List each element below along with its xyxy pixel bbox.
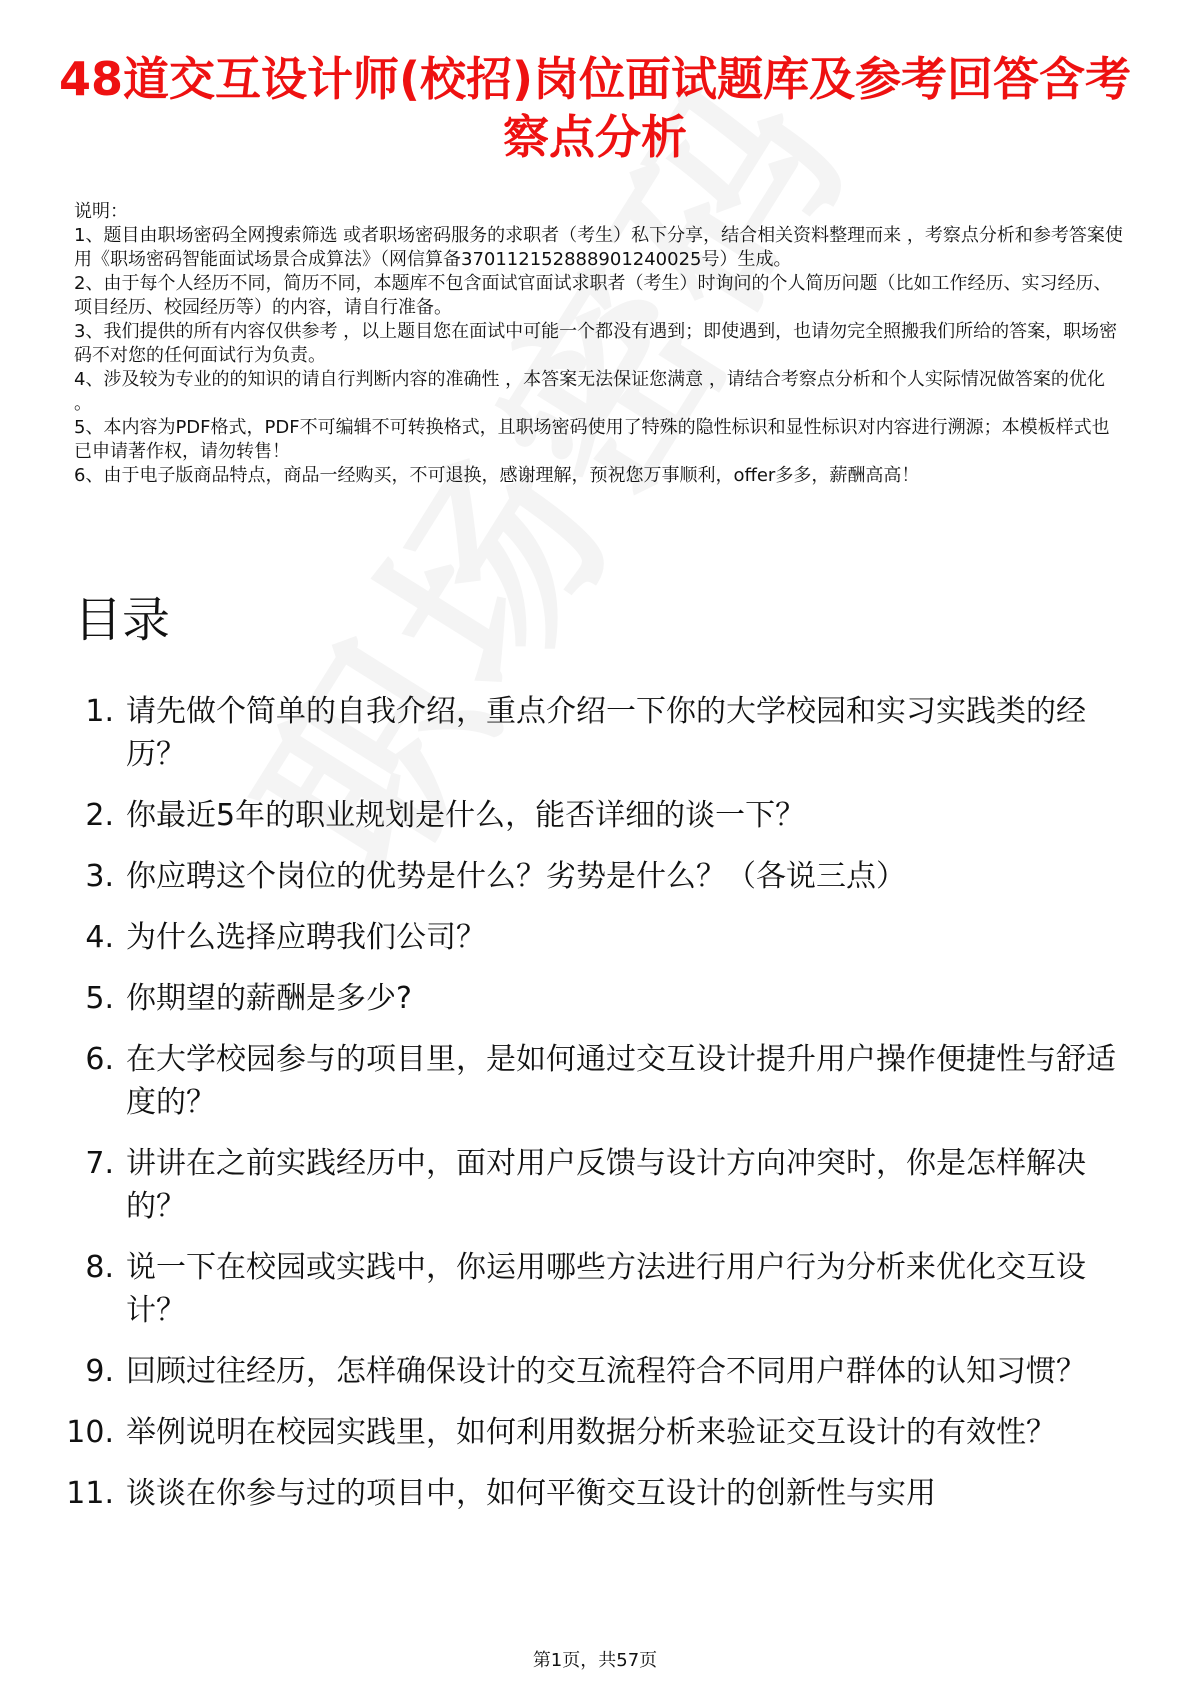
note-item-6: 6、由于电子版商品特点，商品一经购买，不可退换，感谢理解，预祝您万事顺利，offer多多，薪酬高高！: [74, 465, 920, 486]
toc-item-text: 回顾过往经历，怎样确保设计的交互流程符合不同用户群体的认知习惯？: [126, 1354, 1086, 1389]
toc-item-3[interactable]: [0, 855, 1190, 898]
toc-item-7[interactable]: [0, 1142, 1190, 1228]
toc-item-text: 谈谈在你参与过的项目中，如何平衡交互设计的创新性与实用: [126, 1476, 936, 1511]
notes-section: [74, 200, 1124, 488]
notes-heading: 说明：: [74, 201, 128, 222]
note-item-4: 4、涉及较为专业的的知识的请自行判断内容的准确性 ，本答案无法保证您满意 ，请结合考察点分析和个人实际情况做答案的优化 。: [74, 369, 1105, 414]
toc-item-number: 5.: [85, 981, 114, 1016]
toc-item-9[interactable]: [0, 1350, 1190, 1393]
toc-item-number: 6.: [85, 1042, 114, 1077]
toc-item-5[interactable]: [0, 977, 1190, 1020]
document-title: 48道交互设计师(校招)岗位面试题库及参考回答含考察点分析: [58, 52, 1132, 164]
toc-item-text: 说一下在校园或实践中，你运用哪些方法进行用户行为分析来优化交互设计？: [126, 1250, 1086, 1328]
toc-item-number: 4.: [85, 920, 114, 955]
toc-item-text: 为什么选择应聘我们公司？: [126, 920, 486, 955]
toc-list: [0, 690, 1190, 1533]
note-item-2: 2、由于每个人经历不同，简历不同，本题库不包含面试官面试求职者（考生）时询问的个人简历问题（比如工作经历、实习经历、项目经历、校园经历等）的内容，请自行准备。: [74, 273, 1112, 318]
toc-heading: 目录: [74, 592, 171, 648]
toc-item-number: 8.: [85, 1250, 114, 1285]
toc-item-text: 讲讲在之前实践经历中，面对用户反馈与设计方向冲突时，你是怎样解决的？: [126, 1146, 1086, 1224]
toc-item-4[interactable]: [0, 916, 1190, 959]
toc-item-text: 举例说明在校园实践里，如何利用数据分析来验证交互设计的有效性？: [126, 1415, 1056, 1450]
toc-item-1[interactable]: [0, 690, 1190, 776]
toc-item-8[interactable]: [0, 1246, 1190, 1332]
page-footer: 第1页，共57页: [532, 1650, 658, 1671]
toc-item-6[interactable]: [0, 1038, 1190, 1124]
toc-item-number: 10.: [66, 1415, 114, 1450]
toc-item-text: 你应聘这个岗位的优势是什么？劣势是什么？（各说三点）: [126, 859, 906, 894]
toc-item-number: 9.: [85, 1354, 114, 1389]
toc-item-number: 11.: [66, 1476, 114, 1511]
toc-item-text: 你最近5年的职业规划是什么，能否详细的谈一下？: [126, 798, 806, 833]
toc-item-text: 请先做个简单的自我介绍，重点介绍一下你的大学校园和实习实践类的经历？: [126, 694, 1086, 772]
note-item-5: 5、本内容为PDF格式，PDF不可编辑不可转换格式，且职场密码使用了特殊的隐性标识和显性标识对内容进行溯源；本模板样式也已申请著作权，请勿转售！: [74, 417, 1110, 462]
note-item-1: 1、题目由职场密码全网搜索筛选 或者职场密码服务的求职者（考生）私下分享，结合相关资料整理而来 ，考察点分析和参考答案使用《职场密码智能面试场景合成算法》（网信算备370112152888901240025号）生成。: [74, 225, 1123, 270]
toc-item-text: 在大学校园参与的项目里，是如何通过交互设计提升用户操作便捷性与舒适度的？: [126, 1042, 1116, 1120]
toc-item-number: 7.: [85, 1146, 114, 1181]
toc-item-number: 3.: [85, 859, 114, 894]
toc-item-10[interactable]: [0, 1411, 1190, 1454]
toc-item-number: 1.: [85, 694, 114, 729]
toc-item-11[interactable]: [0, 1472, 1190, 1515]
toc-item-text: 你期望的薪酬是多少?: [126, 981, 412, 1016]
toc-item-number: 2.: [85, 798, 114, 833]
toc-item-2[interactable]: [0, 794, 1190, 837]
note-item-3: 3、我们提供的所有内容仅供参考 ，以上题目您在面试中可能一个都没有遇到；即使遇到，也请勿完全照搬我们所给的答案，职场密码不对您的任何面试行为负责。: [74, 321, 1118, 366]
